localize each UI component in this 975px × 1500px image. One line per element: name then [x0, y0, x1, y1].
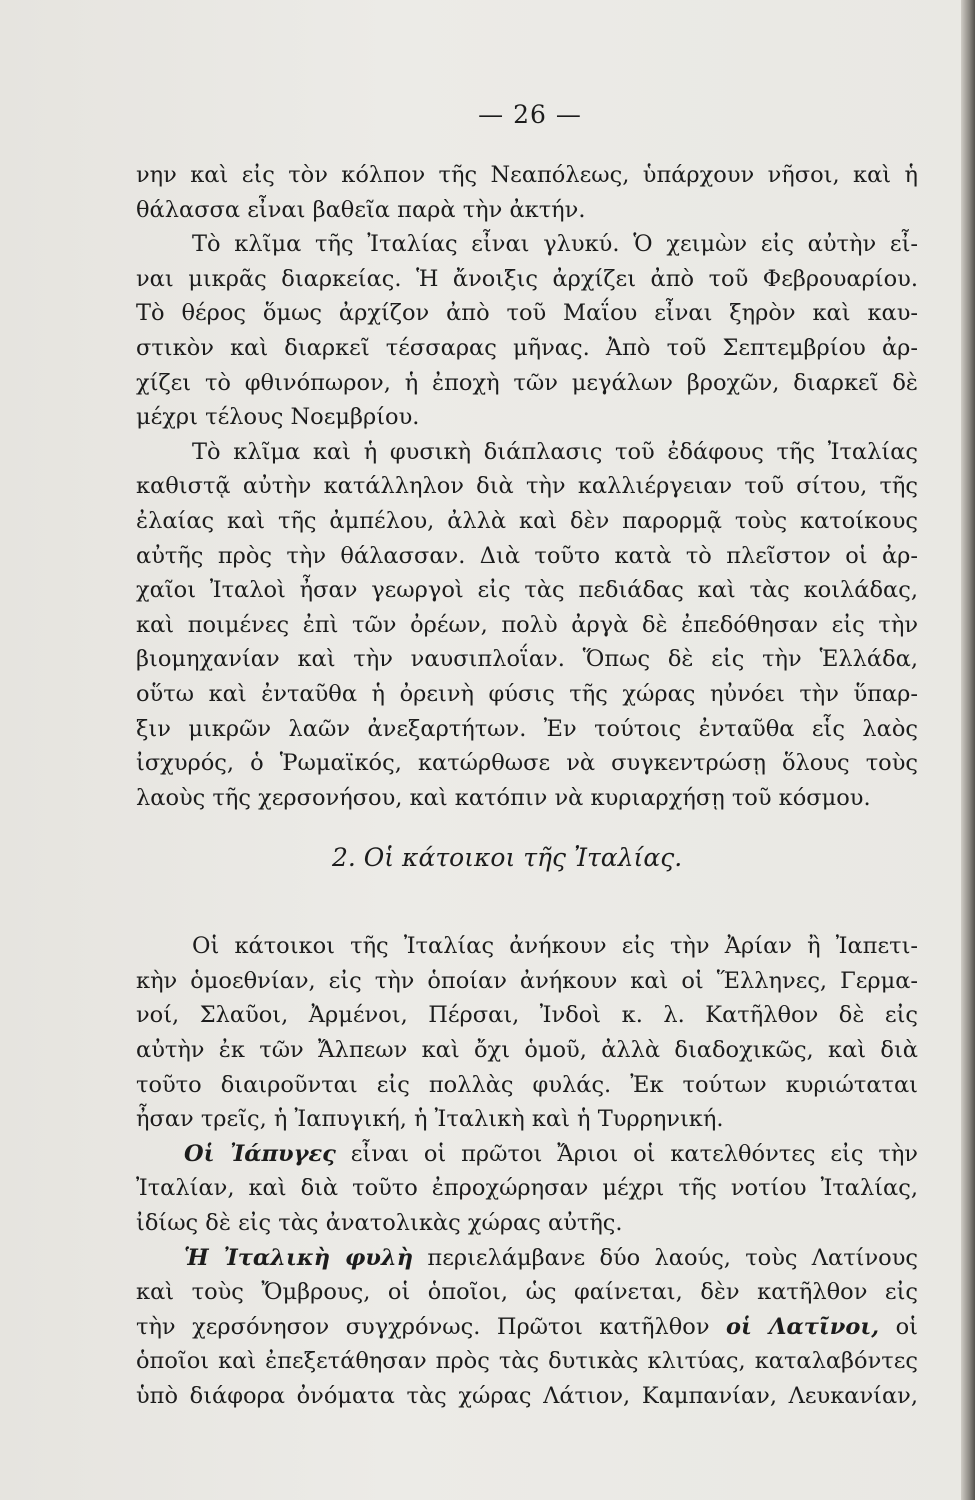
text-line: καὶ ποιμένες ἐπὶ τῶν ὀρέων, πολὺ ἀργὰ δὲ ἐπεδόθησαν εἰς τὴν	[136, 611, 918, 638]
text-line: αὐτῆς πρὸς τὴν θάλασσαν. Διὰ τοῦτο κατὰ τὸ πλεῖστον οἱ ἀρ-	[136, 542, 918, 569]
text-line	[136, 1137, 918, 1172]
section-heading: 2. Οἱ κάτοικοι τῆς Ἰταλίας.	[332, 843, 683, 873]
emphasis-italic-tribe: Ἡ Ἰταλικὴ φυλὴ	[184, 1244, 414, 1271]
text-line: Τὸ κλῖμα τῆς Ἰταλίας εἶναι γλυκύ. Ὁ χειμὼν εἰς αὐτὴν εἶ-	[192, 231, 918, 258]
text-line: ἐλαίας καὶ τῆς ἀμπέλου, ἀλλὰ καὶ δὲν παρορμᾷ τοὺς κατοίκους	[136, 507, 918, 534]
text-line: ξιν μικρῶν λαῶν ἀνεξαρτήτων. Ἐν τούτοις ἐνταῦθα εἷς λαὸς	[136, 715, 918, 742]
text-line: Τὸ κλῖμα καὶ ἡ φυσικὴ διάπλασις τοῦ ἐδάφους τῆς Ἰταλίας	[192, 438, 918, 465]
text-line: καὶ τοὺς Ὄμβρους, οἱ ὁποῖοι, ὡς φαίνεται, δὲν κατῆλθον εἰς	[136, 1279, 918, 1306]
text-line: νην καὶ εἰς τὸν κόλπον τῆς Νεαπόλεως, ὑπάρχουν νῆσοι, καὶ ἡ	[136, 162, 918, 188]
body-text	[136, 158, 918, 1414]
emphasis-iapyges: Οἱ Ἰάπυγες	[184, 1140, 336, 1167]
section-gap	[136, 901, 918, 929]
text-line: Τὸ θέρος ὅμως ἀρχίζον ἀπὸ τοῦ Μαΐου εἶναι ξηρὸν καὶ καυ-	[136, 300, 918, 327]
text-line: καθιστᾷ αὐτὴν κατάλληλον διὰ τὴν καλλιέργειαν τοῦ σίτου, τῆς	[136, 473, 918, 500]
text-line: νοί, Σλαῦοι, Ἀρμένοι, Πέρσαι, Ἰνδοὶ κ. λ. Κατῆλθον δὲ εἰς	[136, 1002, 918, 1029]
text-line	[136, 1241, 918, 1276]
page-edge-shadow	[961, 0, 975, 1500]
text-line: θάλασσα εἶναι βαθεῖα παρὰ τὴν ἀκτήν.	[136, 196, 586, 223]
text-line: μέχρι τέλους Νοεμβρίου.	[136, 404, 420, 431]
text-run: εἶναι οἱ πρῶτοι Ἄριοι οἱ κατελθόντες εἰς τὴν	[335, 1140, 918, 1167]
text-line: τοῦτο διαιροῦνται εἰς πολλὰς φυλάς. Ἐκ τούτων κυριώταται	[136, 1071, 918, 1098]
text-line: ἦσαν τρεῖς, ἡ Ἰαπυγική, ἡ Ἰταλικὴ καὶ ἡ Τυρρηνική.	[136, 1106, 724, 1133]
text-line: βιομηχανίαν καὶ τὴν ναυσιπλοΐαν. Ὅπως δὲ εἰς τὴν Ἑλλάδα,	[136, 646, 918, 673]
emphasis-latins: οἱ Λατῖνοι,	[725, 1313, 880, 1340]
text-line: ναι μικρᾶς διαρκείας. Ἡ ἄνοιξις ἀρχίζει ἀπὸ τοῦ Φεβρουαρίου.	[136, 265, 918, 292]
text-line	[136, 1310, 918, 1345]
text-line: οὕτω καὶ ἐνταῦθα ἡ ὀρεινὴ φύσις τῆς χώρας ηὐνόει τὴν ὕπαρ-	[136, 680, 918, 707]
text-line: κὴν ὁμοεθνίαν, εἰς τὴν ὁποίαν ἀνήκουν καὶ οἱ Ἕλληνες, Γερμα-	[136, 967, 918, 994]
text-line: Ἰταλίαν, καὶ διὰ τοῦτο ἐπροχώρησαν μέχρι τῆς νοτίου Ἰταλίας,	[136, 1175, 918, 1202]
text-line: αὐτὴν ἐκ τῶν Ἄλπεων καὶ ὄχι ὁμοῦ, ἀλλὰ διαδοχικῶς, καὶ διὰ	[136, 1037, 918, 1064]
text-line: Οἱ κάτοικοι τῆς Ἰταλίας ἀνήκουν εἰς τὴν Ἀρίαν ἢ Ἰαπετι-	[192, 933, 918, 960]
text-line: χαῖοι Ἰταλοὶ ἦσαν γεωργοὶ εἰς τὰς πεδιάδας καὶ τὰς κοιλάδας,	[136, 577, 918, 604]
page-number: — 26 —	[478, 100, 582, 129]
text-line: λαοὺς τῆς χερσονήσου, καὶ κατόπιν νὰ κυριαρχήσῃ τοῦ κόσμου.	[136, 784, 871, 811]
text-line: ἰσχυρός, ὁ Ῥωμαϊκός, κατώρθωσε νὰ συγκεντρώσῃ ὅλους τοὺς	[136, 750, 918, 777]
text-line: ἰδίως δὲ εἰς τὰς ἀνατολικὰς χώρας αὐτῆς.	[136, 1210, 623, 1237]
text-run: οἱ	[879, 1313, 918, 1340]
text-line: χίζει τὸ φθινόπωρον, ἡ ἐποχὴ τῶν μεγάλων βροχῶν, διαρκεῖ δὲ	[136, 369, 918, 396]
text-line: στικὸν καὶ διαρκεῖ τέσσαρας μῆνας. Ἀπὸ τοῦ Σεπτεμβρίου ἀρ-	[136, 334, 918, 361]
text-line: ὁποῖοι καὶ ἐπεξετάθησαν πρὸς τὰς δυτικὰς κλιτύας, καταλαβόντες	[136, 1348, 918, 1375]
text-line: ὑπὸ διάφορα ὀνόματα τὰς χώρας Λάτιον, Καμπανίαν, Λευκανίαν,	[136, 1383, 918, 1409]
text-run: τὴν χερσόνησον συγχρόνως. Πρῶτοι κατῆλθον	[136, 1313, 726, 1340]
text-run: περιελάμβανε δύο λαούς, τοὺς Λατίνους	[413, 1244, 918, 1271]
